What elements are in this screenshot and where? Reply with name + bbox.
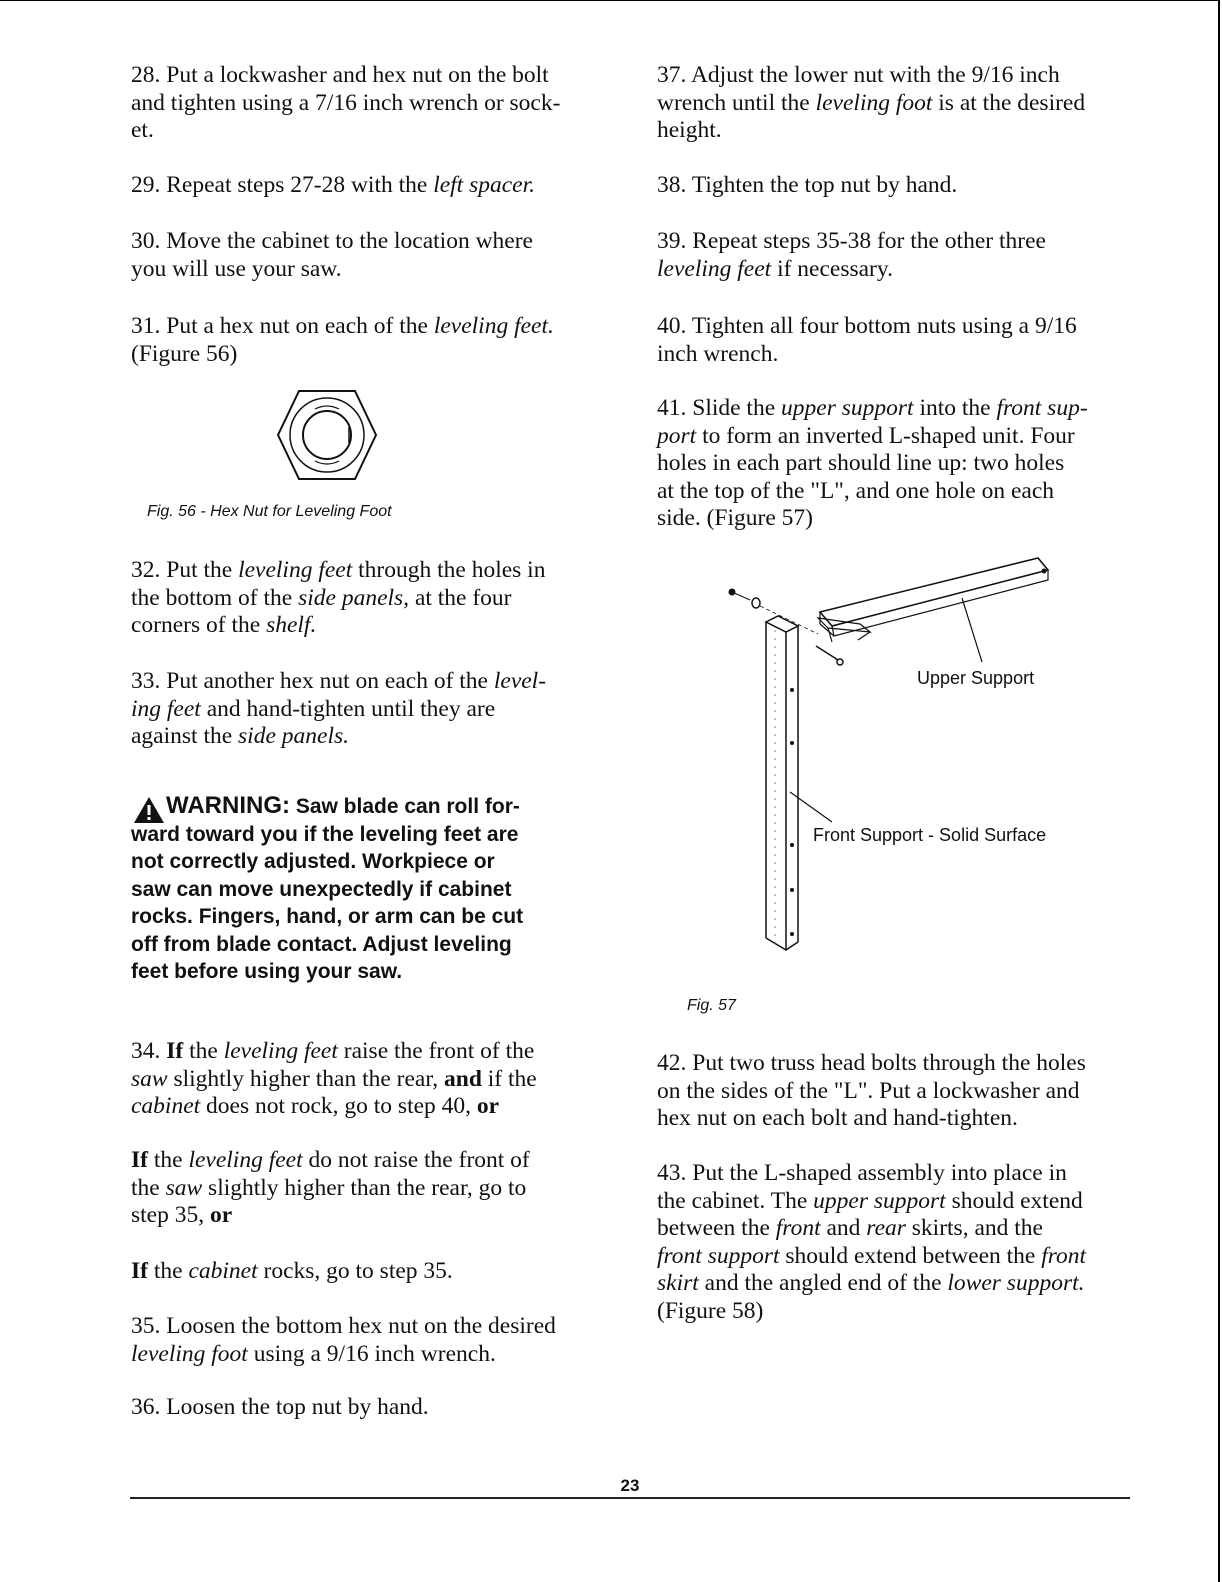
footer-rule	[130, 1497, 1130, 1499]
hex-nut-figure	[272, 385, 382, 485]
step-40: 40. Tighten all four bottom nuts using a 9/16 inch wrench.	[657, 313, 1077, 367]
front-support-label: Front Support - Solid Surface	[813, 825, 1047, 845]
step-43: 43. Put the L-shaped assembly into place in the cabinet. The upper support should extend between the front and rear skirts, and the front support should extend between the front skirt and the angled end of the lower support. (Figure 58)	[657, 1160, 1087, 1324]
step-32: 32. Put the leveling feet through the holes in the bottom of the side panels, at the four corners of the shelf.	[131, 557, 546, 638]
page-frame-right	[1218, 0, 1220, 1582]
step-33: 33. Put another hex nut on each of the level- ing feet and hand-tighten until they are against the side panels.	[131, 668, 547, 749]
step-37: 37. Adjust the lower nut with the 9/16 inch wrench until the leveling foot is at the desired height.	[657, 62, 1086, 143]
fig-57-caption: Fig. 57	[687, 997, 736, 1014]
page-number: 23	[620, 1476, 640, 1495]
step-30: 30. Move the cabinet to the location where you will use your saw.	[131, 228, 533, 282]
step-39: 39. Repeat steps 35-38 for the other three leveling feet if necessary.	[657, 228, 1046, 282]
step-42: 42. Put two truss head bolts through the holes on the sides of the "L". Put a lockwasher and hex nut on each bolt and hand-tighten.	[657, 1050, 1086, 1131]
page-frame-top	[0, 0, 1218, 1]
step-34-rocks: If the cabinet rocks, go to step 35.	[131, 1258, 453, 1284]
upper-support-label: Upper Support	[917, 668, 1035, 688]
step-34-alt: If the leveling feet do not raise the front of the saw slightly higher than the rear, go to step 35, or	[131, 1147, 530, 1228]
fig-56-caption: Fig. 56 - Hex Nut for Leveling Foot	[147, 503, 392, 520]
step-38: 38. Tighten the top nut by hand.	[657, 172, 958, 198]
step-36: 36. Loosen the top nut by hand.	[131, 1394, 429, 1420]
warning-block: WARNING: Saw blade can roll for- ward toward you if the leveling feet are not correctly adjusted. Workpiece or saw can move unexpectedly if cabinet rocks. Fingers, hand, or arm can be cut off from blade contact. Adjust leveling feet before using your saw.	[131, 792, 524, 983]
step-28: 28. Put a lockwasher and hex nut on the bolt and tighten using a 7/16 inch wrench or sock- et.	[131, 62, 561, 143]
step-35: 35. Loosen the bottom hex nut on the desired leveling foot using a 9/16 inch wrench.	[131, 1313, 556, 1367]
step-41: 41. Slide the upper support into the front sup- port to form an inverted L-shaped unit. Four holes in each part should line up: two holes at the top of the "L", and one hole on each side. (Figure 57)	[657, 395, 1088, 531]
step-29: 29. Repeat steps 27-28 with the left spacer.	[131, 172, 536, 198]
step-31: 31. Put a hex nut on each of the leveling feet. (Figure 56)	[131, 313, 554, 367]
support-assembly-figure	[720, 550, 1060, 960]
step-34: 34. If the leveling feet raise the front of the saw slightly higher than the rear, and if the cabinet does not rock, go to step 40, or	[131, 1038, 537, 1119]
